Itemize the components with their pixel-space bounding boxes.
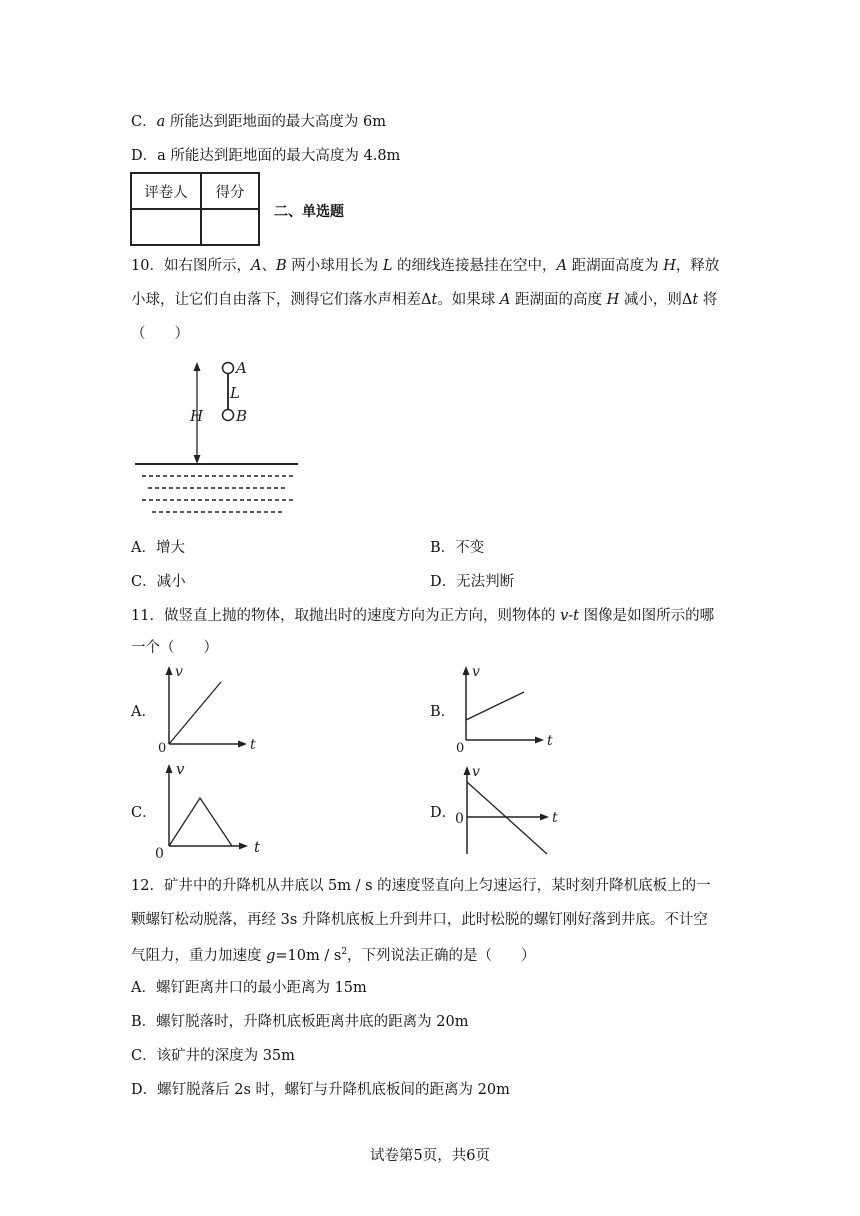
q12-stem-line1: 12．矿井中的升降机从井底以 5m / s 的速度竖直向上匀速运行，某时刻升降机底板上的一 xyxy=(131,878,711,894)
graph-a-v-arrow xyxy=(166,666,173,675)
graph-d-v-arrow xyxy=(464,766,471,775)
q10-option-a: A．增大 xyxy=(131,540,185,556)
q9-option-d: D．a 所能达到距地面的最大高度为 4.8m xyxy=(131,148,401,164)
q12-option-c: C．该矿井的深度为 35m xyxy=(131,1048,295,1064)
graph-a-line xyxy=(169,682,221,744)
h-label: H xyxy=(190,407,204,425)
graph-a xyxy=(155,662,265,754)
graph-d-v-label: v xyxy=(472,764,480,780)
graph-b-t-label: t xyxy=(547,733,553,749)
graph-b xyxy=(452,662,562,754)
score-table-score-cell xyxy=(201,209,259,245)
h-arrow-up-head xyxy=(194,362,201,371)
graph-a-t-arrow xyxy=(238,741,247,748)
q11-option-b-label: B． xyxy=(430,704,456,720)
graph-b-v-arrow xyxy=(463,666,470,675)
q12-option-d: D．螺钉脱落后 2s 时，螺钉与升降机底板间的距离为 20m xyxy=(131,1082,510,1098)
q10-option-b: B．不变 xyxy=(430,540,485,556)
q10-option-d: D．无法判断 xyxy=(430,574,515,590)
q11-stem-line2: 一个（ ） xyxy=(131,640,218,656)
q12-stem-line3: 气阻力，重力加速度 $g=10m / s^2$，下列说法正确的是（ ） xyxy=(131,947,536,964)
graph-d-origin: 0 xyxy=(455,811,464,827)
page-footer: 试卷第5页，共6页 xyxy=(370,1148,490,1164)
q9-option-c: C．a 所能达到距地面的最大高度为 6m xyxy=(131,114,386,130)
graph-d-line xyxy=(467,782,547,854)
q12-option-a: A．螺钉距离井口的最小距离为 15m xyxy=(131,980,367,996)
q10-stem-line3: （ ） xyxy=(131,326,189,342)
h-arrow-down-head xyxy=(194,455,201,464)
graph-c-t-label: t xyxy=(254,838,261,856)
q11-option-c-label: C． xyxy=(131,805,157,821)
q10-option-c: C．减小 xyxy=(131,574,186,590)
graph-c-origin: 0 xyxy=(155,846,164,862)
ball-a xyxy=(223,363,234,374)
graph-a-t-label: t xyxy=(250,737,256,753)
section-title: 二、单选题 xyxy=(274,204,344,220)
graph-c-line xyxy=(169,798,232,846)
graph-b-line xyxy=(466,692,524,720)
ball-b xyxy=(223,410,234,421)
graph-c-v-arrow xyxy=(166,764,173,773)
q12-stem-line2: 颗螺钉松动脱落，再经 3s 升降机底板上升到井口，此时松脱的螺钉刚好落到井底。不计空 xyxy=(131,912,708,928)
score-table-grader-header: 评卷人 xyxy=(131,173,201,209)
ball-b-label: B xyxy=(236,407,248,425)
q10-stem-line2: 小球，让它们自由落下，测得它们落水声相差Δt。如果球 A 距湖面的高度 H 减小，则Δt 将 xyxy=(131,292,718,308)
q12-option-b: B．螺钉脱落时，升降机底板距离井底的距离为 20m xyxy=(131,1014,469,1030)
graph-b-t-arrow xyxy=(535,737,544,744)
q10-figure xyxy=(130,355,305,525)
q10-stem-line1: 10．如右图所示，A、B 两小球用长为 L 的细线连接悬挂在空中，A 距湖面高度为 H，释放 xyxy=(131,258,720,274)
q11-stem-line1: 11．做竖直上抛的物体，取抛出时的速度方向为正方向，则物体的 v-t 图像是如图所示的哪 xyxy=(131,608,715,624)
graph-b-origin: 0 xyxy=(456,741,465,754)
graph-a-v-label: v xyxy=(175,664,183,680)
l-label: L xyxy=(230,384,240,402)
score-table-grader-cell xyxy=(131,209,201,245)
q11-option-d-label: D． xyxy=(430,805,457,821)
q11-option-a-label: A． xyxy=(131,704,156,720)
graph-c-v-label: v xyxy=(176,760,185,778)
graph-a-origin: 0 xyxy=(158,741,167,754)
graph-d-t-arrow xyxy=(540,814,549,821)
graph-c-t-arrow xyxy=(239,843,248,850)
graph-b-v-label: v xyxy=(472,664,480,680)
score-table xyxy=(130,172,260,246)
graph-d-t-label: t xyxy=(552,810,558,826)
score-table-score-header: 得分 xyxy=(201,173,259,209)
graph-c xyxy=(152,758,270,862)
ball-a-label: A xyxy=(236,359,247,377)
graph-d xyxy=(455,762,570,860)
